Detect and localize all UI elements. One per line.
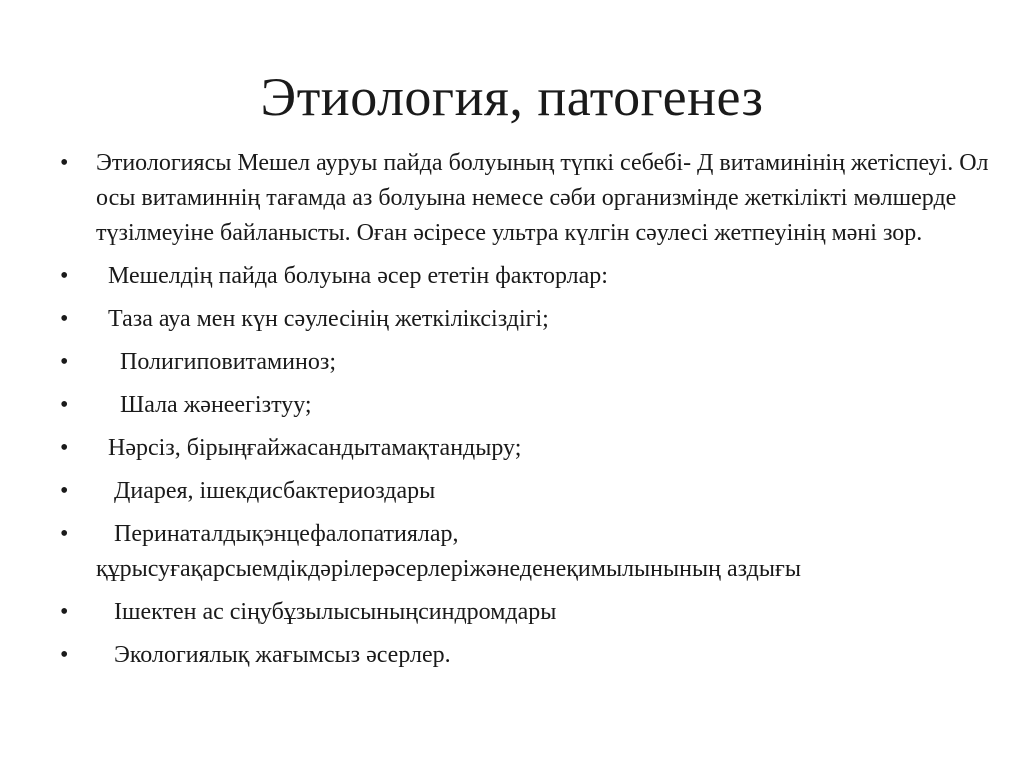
bullet-item bbox=[60, 259, 990, 294]
bullet-dot: • bbox=[60, 521, 69, 547]
bullet-item bbox=[60, 388, 990, 423]
bullet-dot: • bbox=[60, 599, 69, 625]
bullet-item bbox=[60, 595, 990, 630]
bullet-text: Экологиялық жағымсыз әсерлер. bbox=[96, 642, 451, 668]
bullet-dot: • bbox=[60, 435, 69, 461]
bullet-text: Ішектен ас сіңубұзылысыныңсиндромдары bbox=[96, 599, 557, 625]
bullet-item bbox=[60, 345, 990, 380]
slide-title: Этиология, патогенез bbox=[260, 67, 764, 127]
bullet-list bbox=[60, 146, 995, 681]
bullet-dot: • bbox=[60, 150, 69, 176]
bullet-item bbox=[60, 302, 990, 337]
bullet-text: Мешелдің пайда болуына әсер ететін факторлар: bbox=[96, 263, 608, 289]
bullet-dot: • bbox=[60, 306, 69, 332]
bullet-text: Этиологиясы Мешел ауруы пайда болуының түпкі себебі- Д витаминінің жетіспеуі. Ол осы витаминнің тағамда аз болуына немесе сәби организмінде жеткілікті мөлшерде түзілмеуіне байланысты. Оған әсіресе ультра күлгін сәулесі жетпеуінің мәні зор. bbox=[96, 150, 995, 246]
bullet-text: Перинаталдықэнцефалопатиялар, құрысуғақарсыемдікдәрілерәсерлеріжәнеденеқимылынының аздығы bbox=[96, 521, 801, 582]
bullet-item bbox=[60, 146, 995, 251]
bullet-item bbox=[60, 638, 990, 673]
bullet-dot: • bbox=[60, 478, 69, 504]
bullet-text: Диарея, ішекдисбактериоздары bbox=[96, 478, 436, 504]
bullet-item bbox=[60, 431, 990, 466]
bullet-text: Таза ауа мен күн сәулесінің жеткіліксіздігі; bbox=[96, 306, 549, 332]
bullet-dot: • bbox=[60, 349, 69, 375]
bullet-text: Нәрсіз, бірыңғайжасандытамақтандыру; bbox=[96, 435, 522, 461]
bullet-item bbox=[60, 474, 990, 509]
bullet-dot: • bbox=[60, 263, 69, 289]
bullet-dot: • bbox=[60, 392, 69, 418]
bullet-item bbox=[60, 517, 990, 587]
bullet-dot: • bbox=[60, 642, 69, 668]
bullet-text: Полигиповитаминоз; bbox=[96, 349, 336, 375]
bullet-text: Шала жәнеегізтуу; bbox=[96, 392, 312, 418]
